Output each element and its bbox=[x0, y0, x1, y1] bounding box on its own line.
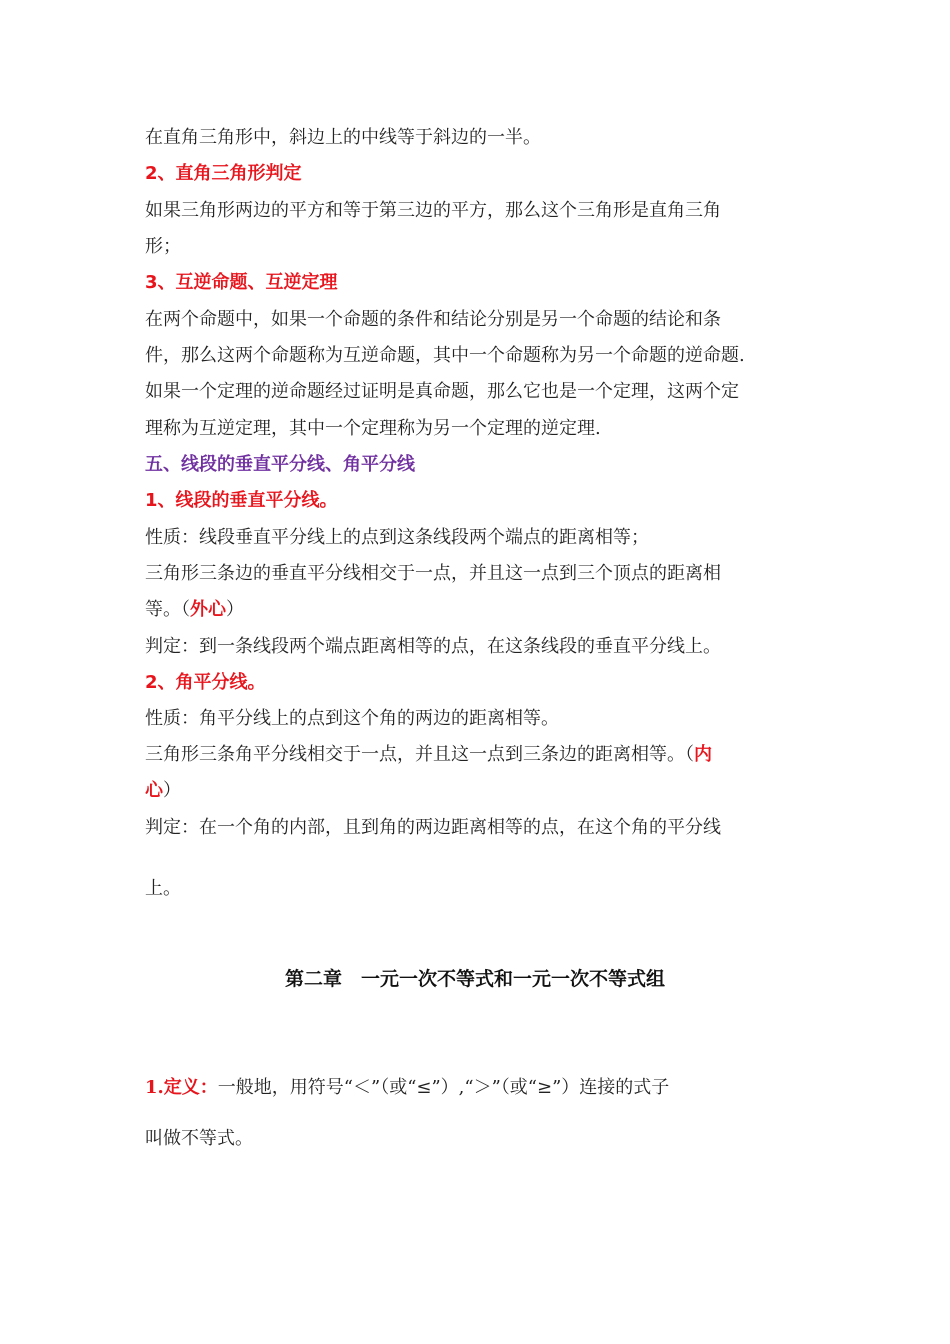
text-line: 上。 bbox=[145, 878, 181, 899]
text-line: 性质：线段垂直平分线上的点到这条线段两个端点的距离相等； bbox=[145, 527, 649, 548]
text-line: 判定：在一个角的内部，且到角的两边距离相等的点，在这个角的平分线 bbox=[145, 817, 721, 838]
subsection-heading: 1、线段的垂直平分线。 bbox=[145, 490, 338, 511]
highlight-term: 内 bbox=[694, 744, 712, 765]
section-heading: 3、互逆命题、互逆定理 bbox=[145, 272, 338, 293]
text-fragment: ） bbox=[163, 780, 181, 801]
highlight-term: 心 bbox=[145, 780, 163, 801]
subsection-heading: 2、角平分线。 bbox=[145, 672, 266, 693]
text-line bbox=[145, 743, 712, 767]
definition-text: 一般地，用符号“＜”（或“≤”）,“＞”（或“≥”）连接的式子 bbox=[217, 1077, 670, 1098]
section-heading: 2、直角三角形判定 bbox=[145, 163, 302, 184]
text-line: 叫做不等式。 bbox=[145, 1128, 253, 1149]
text-fragment: 等。（ bbox=[145, 599, 190, 620]
text-line bbox=[145, 598, 244, 622]
text-line: 三角形三条边的垂直平分线相交于一点，并且这一点到三个顶点的距离相 bbox=[145, 563, 721, 584]
text-line: 件，那么这两个命题称为互逆命题，其中一个命题称为另一个命题的逆命题. bbox=[145, 345, 745, 366]
text-line: 如果一个定理的逆命题经过证明是真命题，那么它也是一个定理，这两个定 bbox=[145, 381, 739, 402]
text-line: 性质：角平分线上的点到这个角的两边的距离相等。 bbox=[145, 708, 559, 729]
definition-line bbox=[145, 1076, 669, 1100]
definition-label: 1.定义： bbox=[145, 1077, 218, 1098]
text-line: 理称为互逆定理，其中一个定理称为另一个定理的逆定理. bbox=[145, 418, 601, 439]
text-line: 形； bbox=[145, 236, 181, 257]
text-line: 在直角三角形中，斜边上的中线等于斜边的一半。 bbox=[145, 127, 541, 148]
chapter-title: 第二章 一元一次不等式和一元一次不等式组 bbox=[284, 968, 665, 990]
chapter-section-heading: 五、线段的垂直平分线、角平分线 bbox=[145, 454, 415, 475]
text-fragment: ） bbox=[226, 599, 244, 620]
text-line: 判定：到一条线段两个端点距离相等的点，在这条线段的垂直平分线上。 bbox=[145, 636, 721, 657]
text-fragment: 三角形三条角平分线相交于一点，并且这一点到三条边的距离相等。（ bbox=[145, 744, 694, 765]
highlight-term: 外心 bbox=[190, 599, 226, 620]
text-line bbox=[145, 779, 181, 803]
text-line: 如果三角形两边的平方和等于第三边的平方，那么这个三角形是直角三角 bbox=[145, 200, 721, 221]
text-line: 在两个命题中，如果一个命题的条件和结论分别是另一个命题的结论和条 bbox=[145, 309, 721, 330]
